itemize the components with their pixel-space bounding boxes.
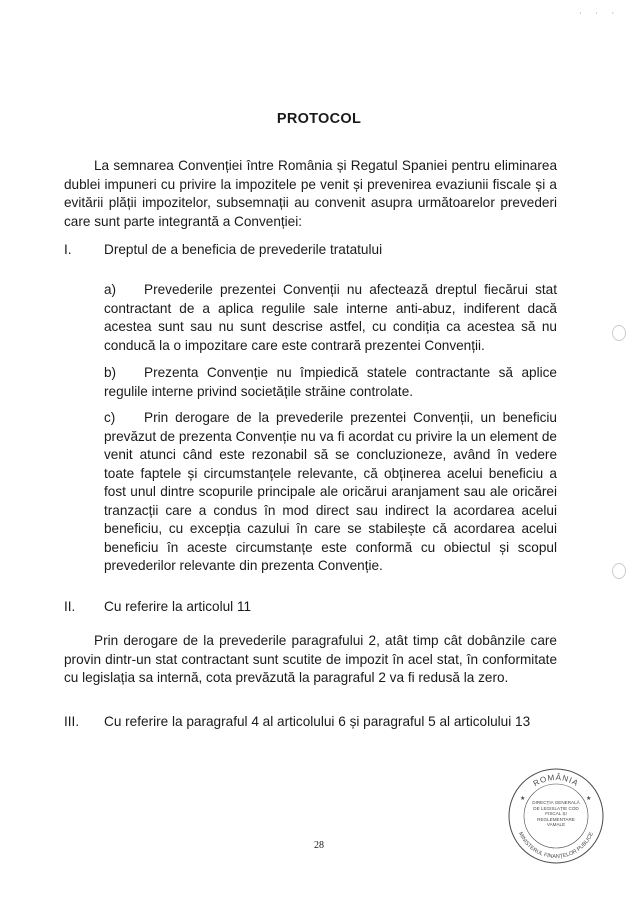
section-2-heading — [64, 598, 251, 617]
section-2-title: Cu referire la articolul 11 — [104, 599, 252, 614]
svg-text:ROMÂNIA — [532, 773, 581, 788]
page-number: 28 — [314, 840, 324, 851]
section-1-item-b — [104, 364, 557, 401]
intro-paragraph: La semnarea Convenției între România și Regatul Spaniei pentru eliminarea dublei impuneri cu privire la impozitele pe venit și prevenirea evaziunii fiscale și a evitării plății impozitelor, subsemnații au convenit asupra următoarelor prevederi care sunt parte integrantă a Convenției: — [64, 158, 557, 229]
item-b-text: Prezenta Convenție nu împiedică statele contractante să aplice regulile interne privind societățile străine controlate. — [104, 365, 557, 399]
official-stamp — [506, 766, 606, 866]
stamp-ministry-text: MINISTERUL FINANȚELOR PUBLICE — [517, 831, 595, 861]
scan-marks: · · · — [579, 10, 620, 17]
item-c-text: Prin derogare de la prevederile prezentei Convenții, un beneficiu prevăzut de prezenta Convenție nu va fi acordat cu privire la un element de venit atunci când este rezonabil să se concluzioneze, având în vedere toate faptele și circumstanțele relevante, că obținerea acelui beneficiu a fost unul dintre scopurile principale ale oricărui aranjament sau ale oricărei tranzacții care a condus în mod direct sau indirect la acordarea acelui beneficiu, cu excepția cazului în care se stabilește că acordarea acelui beneficiu în aceste circumstanțe este conformă cu obiectul și scopul prevederilor relevante din prezenta Convenție. — [104, 410, 557, 573]
section-1-number: I. — [64, 242, 72, 257]
section-1-title: Dreptul de a beneficia de prevederile tratatului — [104, 242, 383, 257]
section-3-heading — [64, 713, 557, 732]
section-1-item-a — [104, 281, 557, 355]
item-a-text: Prevederile prezentei Convenții nu afectează dreptul fiecărui stat contractant de a aplica regulile sale interne anti-abuz, indiferent dacă acestea sunt sau nu sunt descrise astfel, cu condiția ca acestea să nu conducă la o impozitare care este contrară prezentei Convenții. — [104, 282, 557, 353]
stamp-inner-text: DIRECȚIA GENERALĂ DE LEGISLAȚIE COD FISCAL ȘI REGLEMENTARE VAMALE — [532, 800, 580, 828]
page-title: PROTOCOL — [276, 111, 362, 127]
svg-text:★: ★ — [586, 796, 592, 802]
section-2-number: II. — [64, 599, 76, 614]
section-2-paragraph: Prin derogare de la prevederile paragrafului 2, atât timp cât dobânzile care provin dintr-un stat contractant sunt scutite de impozit în acel stat, în conformitate cu legislația sa internă, cota prevăzută la paragraful 2 va fi redusă la zero. — [64, 633, 557, 685]
margin-punch-mark — [612, 325, 626, 341]
item-b-label: b) — [104, 365, 117, 380]
margin-punch-mark — [612, 563, 626, 579]
section-1-heading — [64, 241, 382, 260]
stamp-country-text: ROMÂNIA — [531, 772, 581, 789]
svg-text:★: ★ — [520, 796, 526, 802]
section-1-item-c — [104, 409, 557, 576]
section-3-number: III. — [64, 714, 80, 729]
item-a-label: a) — [104, 282, 117, 297]
item-c-label: c) — [104, 410, 116, 425]
section-3-title: Cu referire la paragraful 4 al articolului 6 și paragraful 5 al articolului 13 — [104, 714, 531, 729]
